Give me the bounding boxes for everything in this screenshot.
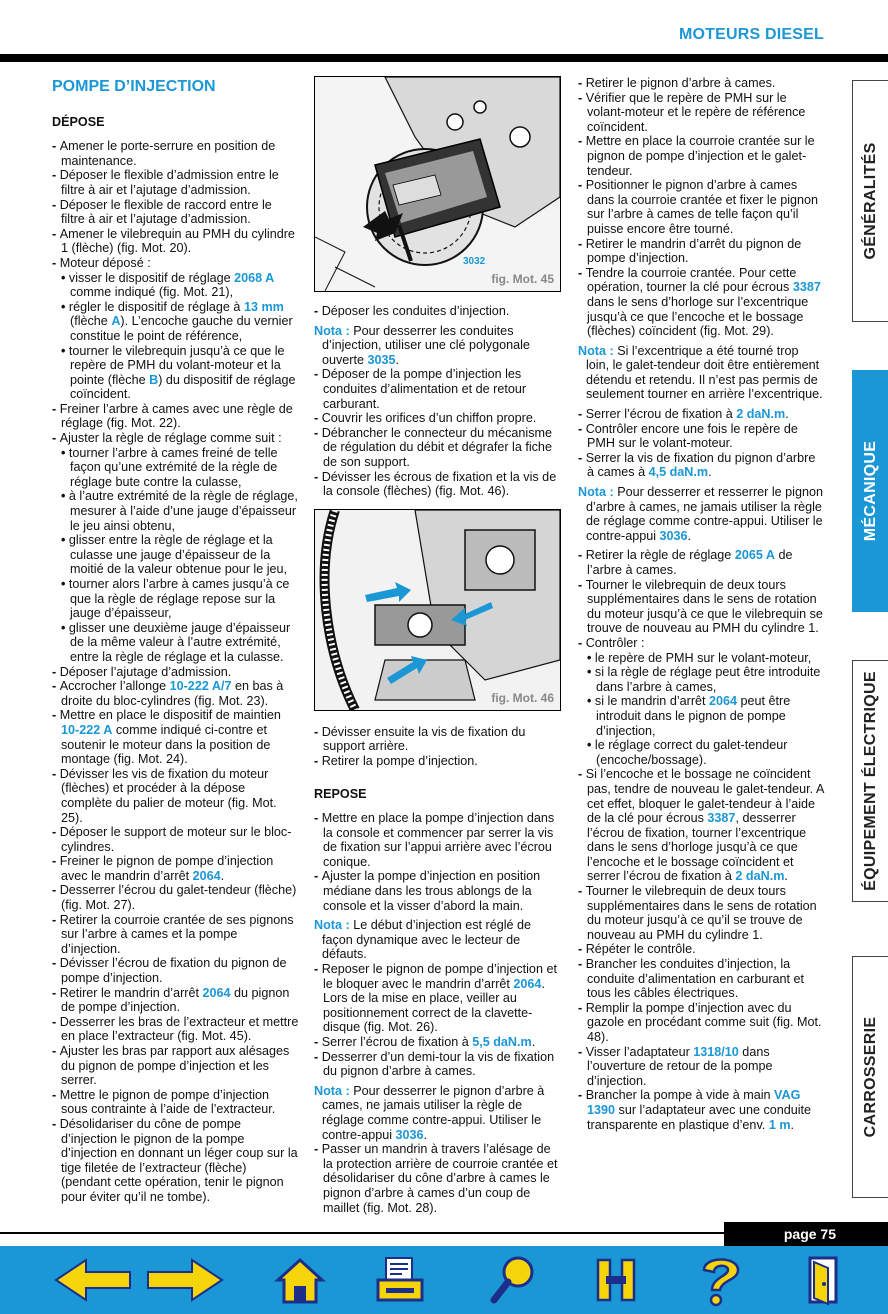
item-text: .	[395, 352, 400, 367]
item-marker: -	[578, 1000, 586, 1015]
item-marker: -	[52, 139, 60, 154]
list-item	[578, 548, 824, 577]
highlight-reference: 3036	[395, 1127, 424, 1142]
item-marker: -	[314, 869, 322, 884]
item-marker: -	[578, 1088, 586, 1103]
figure-mot-46	[314, 509, 561, 711]
item-marker: -	[52, 854, 60, 869]
item-text: Desserrer d’un demi-tour la vis de fixation du pignon d’arbre à cames.	[321, 1049, 555, 1079]
list-item	[52, 854, 299, 883]
col3-list	[578, 76, 824, 1132]
item-text: Déposer l’ajutage d’admission.	[59, 664, 232, 679]
repose-list	[314, 811, 561, 1215]
note-label: Nota :	[314, 918, 354, 933]
item-text: Débrancher le connecteur du mécanisme de régulation du débit et dégrafer la fiche de son support.	[321, 425, 553, 469]
item-text: Ajuster la pompe d’injection en position médiane dans les trous ablongs de la console et la visser d’abord la main.	[321, 869, 541, 913]
item-marker: •	[587, 738, 595, 753]
highlight-reference: 2 daN.m	[735, 869, 785, 884]
item-text: Retirer la pompe d’injection.	[321, 753, 478, 768]
list-item	[314, 426, 561, 470]
list-item	[52, 198, 299, 227]
note-paragraph	[578, 485, 824, 543]
list-item	[52, 956, 299, 985]
item-text: régler le dispositif de réglage à	[68, 299, 244, 314]
item-marker: •	[587, 665, 595, 680]
highlight-reference: 2 daN.m	[736, 407, 786, 422]
bullet-item	[52, 271, 299, 300]
item-marker: -	[52, 168, 60, 183]
tab-label: ÉQUIPEMENT ÉLECTRIQUE	[862, 671, 879, 891]
item-text: à l’autre extrémité de la règle de réglage, mesurer à l’aide d’une jauge d’épaisseur le jeu ainsi obtenu,	[68, 489, 298, 533]
col2-list-b	[314, 725, 561, 769]
item-marker: •	[61, 577, 69, 591]
item-text: Amener le vilebrequin au PMH du cylindre 1 (flèche) (fig. Mot. 20).	[59, 226, 295, 256]
item-marker: •	[61, 533, 69, 548]
item-text: Ajuster la règle de réglage comme suit :	[59, 431, 282, 446]
item-text: de l’arbre à cames.	[587, 548, 793, 577]
item-marker: -	[578, 265, 586, 280]
item-text: Répéter le contrôle.	[585, 942, 696, 957]
item-text: Freiner le pignon de pompe d’injection avec le mandrin d’arrêt	[59, 854, 274, 883]
item-text: sur l’adaptateur avec une conduite transparente en plastique d’env.	[587, 1102, 812, 1132]
list-item	[52, 767, 299, 825]
list-item	[52, 227, 299, 256]
item-text: Pour desserrer et resserrer le pignon d’arbre à cames, ne jamais utiliser la règle de réglage comme contre-appui. Utiliser le contre-appui	[586, 485, 823, 543]
item-text: Mettre en place la courroie crantée sur le pignon de pompe d’injection et le galet-tendeur.	[585, 134, 815, 178]
item-text: Tourner le vilebrequin de deux tours supplémentaires dans le sens de rotation du moteur jusqu’à ce qu’il se trouve de nouveau au PMH du cylindre 1.	[585, 884, 817, 942]
item-text: en bas à droite du bloc-cylindres (fig. Mot. 23).	[61, 679, 284, 708]
list-item	[578, 578, 824, 636]
item-text: Déposer le support de moteur sur le bloc-cylindres.	[59, 825, 292, 854]
bullet-item	[52, 577, 299, 621]
tool-number-label: 3032	[463, 256, 486, 267]
list-item	[578, 451, 824, 480]
item-marker: -	[578, 548, 586, 563]
bullet-item	[578, 651, 824, 666]
item-marker: -	[578, 767, 586, 782]
pump-console-drawing	[315, 510, 560, 710]
note-paragraph	[314, 1084, 561, 1142]
item-text: Ajuster les bras par rapport aux alésages du pignon de pompe d’injection et les serrer.	[59, 1044, 290, 1088]
item-text: Serrer l’écrou de fixation à	[585, 407, 737, 422]
list-item	[578, 884, 824, 942]
item-text: Couvrir les orifices d’un chiffon propre.	[321, 411, 537, 426]
item-text: le réglage correct du galet-tendeur (encoche/bossage).	[594, 738, 788, 767]
item-text: Le début d’injection est réglé de façon dynamique avec le lecteur de défauts.	[322, 918, 532, 962]
highlight-reference: B	[149, 372, 159, 387]
item-marker: -	[52, 197, 60, 212]
note-paragraph	[314, 324, 561, 368]
item-marker: -	[314, 411, 322, 426]
item-text: dans le sens d’horloge sur l’excentrique jusqu’à ce que l’encoche et le bossage (flèches) coïncident (fig. Mot. 29).	[587, 294, 809, 339]
item-marker: -	[578, 957, 586, 972]
highlight-reference: 3387	[707, 811, 736, 826]
list-item	[578, 942, 824, 957]
list-item	[314, 470, 561, 499]
list-item	[52, 1088, 299, 1117]
item-text: Retirer le mandrin d’arrêt	[59, 985, 203, 1000]
item-text: le repère de PMH sur le volant-moteur,	[594, 650, 812, 665]
highlight-reference: 1 m	[768, 1117, 791, 1132]
item-text: Tourner le vilebrequin de deux tours supplémentaires dans le sens de rotation du moteur jusqu’à ce que le vilebrequin se trouve de nouveau au PMH du cylindre 1.	[585, 577, 823, 636]
list-item	[578, 134, 824, 178]
item-marker: -	[52, 1116, 60, 1131]
item-marker: -	[578, 450, 586, 465]
item-marker: -	[314, 811, 322, 826]
home-icon[interactable]	[272, 1252, 328, 1308]
item-text: Accrocher l’allonge	[59, 679, 170, 694]
item-text: dans l’ouverture de retour de la pompe d’injection.	[587, 1044, 773, 1088]
item-marker: •	[61, 489, 69, 504]
item-text: tourner l’arbre à cames freiné de telle façon qu’une extrémité de la règle de réglage bute contre la culasse,	[68, 445, 278, 489]
item-text: .	[220, 868, 225, 883]
highlight-reference: 13 mm	[243, 299, 284, 314]
item-marker: -	[578, 577, 586, 592]
item-marker: -	[52, 664, 60, 679]
list-item	[52, 679, 299, 708]
bullet-item	[52, 489, 299, 533]
item-text: glisser entre la règle de réglage et la culasse une jauge d’épaisseur de la moitié de la valeur obtenue pour le jeu,	[68, 533, 288, 577]
item-marker: -	[578, 884, 586, 899]
list-item	[52, 708, 299, 766]
item-text: .	[784, 869, 788, 884]
item-text: Vérifier que le repère de PMH sur le volant-moteur et le repère de référence coïncident.	[585, 90, 806, 134]
item-text: Serrer la vis de fixation du pignon d’arbre à cames à	[585, 450, 816, 480]
list-item	[578, 767, 824, 884]
item-marker: -	[578, 421, 586, 436]
list-item	[52, 1015, 299, 1044]
item-marker: -	[52, 956, 60, 971]
column-3	[578, 76, 824, 1132]
item-text: Mettre en place la pompe d’injection dans la console et commencer par serrer la vis de fixation sur l’appui arrière avec l’écrou conique.	[321, 811, 555, 869]
item-text: Dévisser les vis de fixation du moteur (flèches) et procéder à la dépose complète du palier de moteur (fig. Mot. 25).	[59, 766, 277, 825]
section-title: POMPE D’INJECTION	[52, 78, 216, 95]
list-item	[578, 1088, 824, 1132]
item-marker: -	[52, 708, 60, 723]
item-text: Serrer l’écrou de fixation à	[321, 1035, 473, 1049]
item-marker: -	[314, 1049, 322, 1064]
item-marker: -	[314, 962, 322, 977]
pump-extractor-drawing	[315, 77, 560, 291]
item-marker: -	[578, 942, 586, 957]
list-item	[52, 402, 299, 431]
item-text: Visser l’adaptateur	[585, 1044, 694, 1059]
item-marker: -	[314, 367, 322, 382]
item-marker: -	[52, 825, 60, 840]
bullet-item	[52, 533, 299, 577]
tab-mecanique[interactable]	[852, 370, 888, 612]
list-item	[52, 256, 299, 271]
bullet-item	[578, 665, 824, 694]
item-text: peut être introduit dans le pignon de pompe d’injection,	[596, 694, 791, 738]
list-item	[578, 178, 824, 236]
list-item	[578, 422, 824, 451]
item-text: Amener le porte-serrure en position de maintenance.	[59, 139, 276, 168]
item-text: Pour desserrer le pignon d’arbre à cames, ne jamais utiliser la règle de réglage comme contre-appui. Utiliser le contre-appui	[322, 1083, 545, 1142]
item-marker: -	[314, 304, 322, 318]
item-marker: •	[61, 445, 69, 460]
highlight-reference: 3387	[792, 280, 821, 295]
list-item	[314, 367, 561, 411]
bullet-item	[52, 344, 299, 402]
item-text: Mettre en place le dispositif de maintien	[59, 708, 281, 723]
list-item	[314, 811, 561, 869]
item-marker: •	[61, 270, 69, 285]
item-text: comme indiqué ci-contre et soutenir le moteur dans la position de montage (fig. Mot. 24).	[61, 722, 271, 767]
highlight-reference: 1318/10	[693, 1044, 739, 1059]
highlight-reference: 2064	[709, 694, 738, 709]
bullet-item	[52, 621, 299, 665]
list-item	[52, 825, 299, 854]
list-item	[52, 986, 299, 1015]
item-marker: -	[314, 1035, 322, 1049]
col2-list-a	[314, 304, 561, 499]
arrow-left-icon[interactable]	[52, 1252, 134, 1308]
item-marker: -	[52, 431, 60, 446]
tab-label: CARROSSERIE	[862, 1016, 879, 1138]
note-paragraph	[314, 918, 561, 962]
item-marker: •	[61, 620, 69, 635]
item-text: du pignon de pompe d’injection.	[61, 985, 290, 1015]
item-marker: -	[578, 90, 586, 105]
bullet-item	[52, 446, 299, 490]
item-text: . Lors de la mise en place, veiller au positionnement correct de la clavette-disque (fig. Mot. 26).	[323, 976, 545, 1035]
bullet-item	[52, 300, 299, 344]
item-text: ). L’encoche gauche du vernier constitue le point de référence,	[70, 314, 293, 343]
list-item	[314, 304, 561, 319]
highlight-reference: VAG 1390	[587, 1088, 801, 1117]
help-icon[interactable]	[690, 1252, 750, 1308]
search-icon[interactable]	[486, 1252, 542, 1308]
list-item	[52, 139, 299, 168]
list-item	[578, 91, 824, 135]
item-marker: -	[52, 912, 60, 927]
item-marker: -	[314, 724, 322, 739]
item-text: si le mandrin d’arrêt	[594, 694, 710, 709]
item-marker: -	[52, 985, 60, 1000]
item-marker: -	[578, 635, 586, 650]
item-marker: -	[52, 1087, 60, 1102]
list-item	[314, 754, 561, 769]
bullet-item	[578, 694, 824, 738]
item-text: (flèche	[70, 314, 112, 329]
list-item	[314, 1050, 561, 1079]
item-marker: -	[52, 1044, 60, 1058]
tab-generalites[interactable]	[852, 80, 888, 322]
highlight-reference: 2068 A	[234, 270, 275, 285]
item-text: Contrôler encore une fois le repère de PMH sur le volant-moteur.	[585, 421, 798, 451]
header-title: MOTEURS DIESEL	[678, 26, 824, 43]
item-marker: -	[578, 236, 586, 251]
item-text: glisser une deuxième jauge d’épaisseur de la même valeur à l’autre extrémité, entre la règle de réglage et la culasse.	[68, 620, 291, 664]
item-text: tourner le vilebrequin jusqu’à ce que le repère de PMH du volant-moteur et la pointe (flèche	[68, 343, 285, 387]
item-marker: •	[587, 694, 595, 709]
figure-caption: fig. Mot. 46	[491, 691, 554, 706]
item-text: Brancher les conduites d’injection, la conduite d’alimentation en carburant et tous les câbles électriques.	[585, 957, 805, 1001]
item-text: Déposer les conduites d’injection.	[321, 304, 510, 318]
list-item	[314, 869, 561, 913]
list-item	[314, 1142, 561, 1215]
highlight-reference: 2064	[202, 985, 231, 1000]
item-text: Desserrer les bras de l’extracteur et mettre en place l’extracteur (fig. Mot. 45).	[59, 1014, 299, 1044]
item-marker: -	[314, 1142, 322, 1157]
item-text: tourner alors l’arbre à cames jusqu’à ce que la règle de réglage repose sur la jauge d’épaisseur,	[68, 577, 290, 621]
figure-mot-45	[314, 76, 561, 292]
item-text: visser le dispositif de réglage	[68, 270, 235, 285]
note-label: Nota :	[578, 343, 618, 358]
item-marker: -	[314, 753, 322, 768]
item-marker: -	[578, 178, 586, 193]
list-item	[314, 1035, 561, 1050]
item-marker: -	[578, 1044, 586, 1059]
list-item	[52, 665, 299, 680]
highlight-reference: 4,5 daN.m	[648, 465, 709, 480]
list-item	[578, 1001, 824, 1045]
item-marker: -	[314, 425, 322, 440]
highlight-reference: 2064	[192, 868, 221, 883]
item-text: .	[708, 465, 712, 480]
list-item	[52, 168, 299, 197]
tab-label: GÉNÉRALITÉS	[862, 142, 879, 260]
item-marker: -	[52, 679, 60, 694]
item-text: Retirer la courroie crantée de ses pignons sur l’arbre à cames et la pompe d’injection.	[59, 912, 294, 956]
note-label: Nota :	[314, 1083, 354, 1098]
list-item	[578, 407, 824, 422]
list-item	[52, 1044, 299, 1088]
item-marker: -	[578, 76, 586, 90]
item-text: ) du dispositif de réglage coïncident.	[70, 372, 296, 402]
figure-caption: fig. Mot. 45	[491, 272, 554, 287]
arrow-right-icon[interactable]	[144, 1252, 226, 1308]
item-marker: -	[314, 469, 322, 484]
highlight-reference: 2065 A	[734, 548, 775, 563]
item-text: Dévisser ensuite la vis de fixation du support arrière.	[321, 724, 526, 754]
list-item	[578, 237, 824, 266]
item-text: .	[687, 528, 692, 543]
item-text: Déposer le flexible d’admission entre le filtre à air et l’ajutage d’admission.	[59, 168, 279, 197]
item-text: Mettre le pignon de pompe d’injection sous contrainte à l’aide de l’extracteur.	[59, 1087, 276, 1117]
item-marker: -	[578, 134, 586, 149]
list-item	[52, 1117, 299, 1205]
item-text: Moteur déposé :	[59, 255, 151, 270]
item-text: Retirer le mandrin d’arrêt du pignon de pompe d’injection.	[585, 236, 802, 266]
tab-equipement-electrique[interactable]	[852, 660, 888, 902]
item-text: Desserrer l’écrou du galet-tendeur (flèche) (fig. Mot. 27).	[59, 883, 297, 913]
repose-title: REPOSE	[314, 786, 367, 801]
item-marker: -	[52, 226, 60, 241]
item-text: Freiner l’arbre à cames avec une règle de réglage (fig. Mot. 22).	[59, 401, 293, 431]
column-1	[52, 76, 299, 1205]
tab-carrosserie[interactable]	[852, 956, 888, 1198]
item-text: Tendre la courroie crantée. Pour cette opération, tourner la clé pour écrous	[585, 265, 797, 295]
item-text: Contrôler :	[585, 635, 645, 650]
highlight-reference: 10-222 A/7	[169, 679, 232, 694]
item-text: Déposer le flexible de raccord entre le filtre à air et l’ajutage d’admission.	[59, 197, 272, 227]
item-marker: •	[587, 650, 595, 665]
highlight-reference: 5,5 daN.m	[472, 1035, 532, 1049]
item-text: Remplir la pompe d’injection avec du gazole en procédant comme suit (fig. Mot. 48).	[585, 1000, 822, 1044]
list-item	[578, 266, 824, 339]
item-text: .	[790, 1117, 795, 1132]
list-item	[578, 1045, 824, 1089]
list-item	[314, 725, 561, 754]
tab-label: MÉCANIQUE	[862, 440, 879, 542]
exit-icon[interactable]	[804, 1252, 844, 1308]
item-text: comme indiqué (fig. Mot. 21),	[70, 285, 234, 300]
list-item	[52, 913, 299, 957]
item-text: Retirer la règle de réglage	[585, 548, 735, 563]
index-icon[interactable]	[588, 1252, 644, 1308]
highlight-reference: 2064	[513, 976, 542, 991]
item-text: Positionner le pignon d’arbre à cames dans la courroie crantée et fixer le pignon sur l’arbre à cames de telle façon qu’il puisse encore être tourné.	[585, 178, 819, 236]
note-paragraph	[578, 344, 824, 402]
highlight-reference: 3036	[659, 528, 688, 543]
item-text: Dévisser les écrous de fixation et la vis de la console (flèches) (fig. Mot. 46).	[321, 469, 557, 499]
item-marker: -	[52, 1014, 60, 1029]
list-item	[314, 962, 561, 1035]
page-number: page 75	[724, 1222, 888, 1246]
item-text: si la règle de réglage peut être introduite dans l’arbre à cames,	[594, 665, 821, 694]
note-label: Nota :	[314, 323, 354, 338]
depose-title: DÉPOSE	[52, 114, 105, 129]
item-text: Désolidariser du cône de pompe d’injection le pignon de la pompe d’injection en donnant un léger coup sur la tige filetée de l’extracteur (flèche) (pendant cette opération, tenir le pignon pour éviter qu’il ne tombe).	[59, 1116, 298, 1204]
item-text: Dévisser l’écrou de fixation du pignon de pompe d’injection.	[59, 956, 287, 986]
item-marker: -	[52, 766, 60, 781]
item-text: Brancher la pompe à vide à main	[585, 1088, 775, 1103]
highlight-reference: 10-222 A	[61, 722, 113, 737]
header-bar	[0, 54, 888, 62]
column-2	[314, 76, 561, 1215]
item-text: Pour desserrer les conduites d’injection, utiliser une clé polygonale ouverte	[322, 323, 530, 367]
list-item	[578, 957, 824, 1001]
item-marker: -	[52, 883, 60, 898]
item-text: Si l’excentrique a été tourné trop loin, le galet-tendeur doit être entièrement détendu et retendu. Il n’est pas permis de seulement tourner en arrière l’excentrique.	[586, 343, 823, 402]
item-marker: •	[61, 299, 69, 314]
item-text: .	[531, 1035, 536, 1049]
item-text: .	[423, 1127, 428, 1142]
highlight-reference: A	[111, 314, 121, 329]
item-marker: -	[52, 255, 60, 270]
item-text: Passer un mandrin à travers l’alésage de la protection arrière de courroie crantée et désolidariser du cône d’arbre à cames le pignon d’arbre à cames d’un coup de maillet (fig. Mot. 28).	[321, 1142, 558, 1215]
item-text: Si l’encoche et le bossage ne coïncident pas, tendre de nouveau le galet-tendeur. A cet effet, bloquer le galet-tendeur à l’aide de la clé pour écrous	[585, 767, 824, 826]
item-marker: -	[578, 407, 586, 422]
print-icon[interactable]	[372, 1252, 428, 1308]
item-text: Retirer le pignon d’arbre à cames.	[585, 76, 776, 90]
bullet-item	[578, 738, 824, 767]
item-marker: -	[52, 401, 60, 416]
list-item	[314, 411, 561, 426]
highlight-reference: 3035	[367, 352, 396, 367]
item-text: Déposer de la pompe d’injection les conduites d’alimentation et de retour carburant.	[321, 367, 527, 411]
list-item	[578, 636, 824, 651]
note-label: Nota :	[578, 485, 618, 500]
item-marker: •	[61, 343, 69, 358]
item-text: , desserrer l’écrou de fixation, tourner l’excentrique dans le sens d’horloge jusqu’à ce que l’encoche et le bossage coïncident et serrer l’écrou de fixation à	[587, 811, 807, 884]
item-text: Reposer le pignon de pompe d’injection et le bloquer avec le mandrin d’arrêt	[321, 962, 557, 991]
list-item	[52, 883, 299, 912]
list-item	[52, 431, 299, 446]
list-item	[578, 76, 824, 91]
item-text: .	[785, 407, 789, 422]
depose-list	[52, 139, 299, 1204]
